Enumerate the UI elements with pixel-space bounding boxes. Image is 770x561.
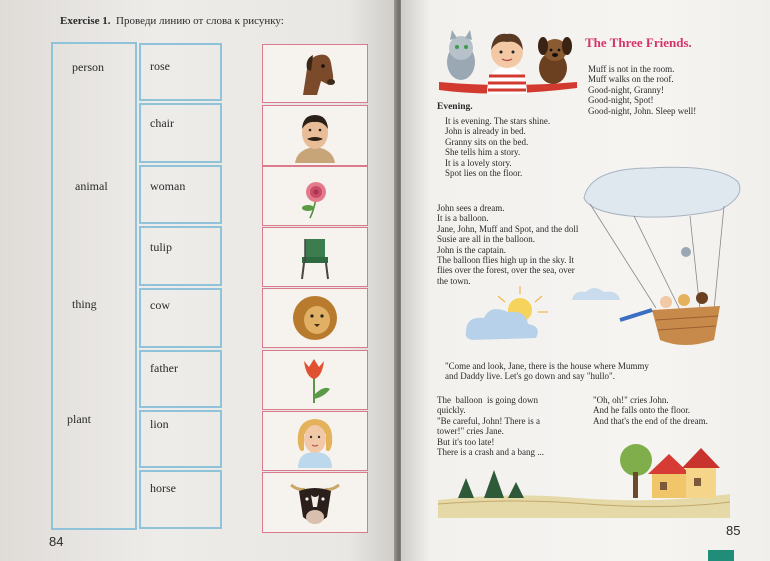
word-box bbox=[139, 226, 222, 286]
lion-icon bbox=[287, 293, 343, 343]
picture-box bbox=[262, 472, 368, 533]
horse-icon bbox=[285, 49, 345, 99]
exercise-label: Exercise 1. bbox=[60, 15, 111, 27]
cow-icon bbox=[285, 477, 345, 529]
word-tulip: tulip bbox=[150, 240, 173, 254]
page-number-right: 85 bbox=[726, 523, 741, 538]
going-down-text: The balloon is going down quickly. "Be careful, John! There is a tower!" cries Jane. But it's too late! There is a crash and a bang ... bbox=[437, 395, 544, 458]
picture-box bbox=[262, 411, 368, 471]
word-box bbox=[139, 470, 222, 529]
come-and-look-text: "Come and look, Jane, there is the house where Mummy and Daddy live. Let's go down and say "hullo". bbox=[445, 361, 649, 382]
word-rose: rose bbox=[150, 59, 170, 73]
end-of-dream-text: "Oh, oh!" cries John. And he falls onto the floor. And that's the end of the dream. bbox=[593, 395, 708, 426]
exercise-instruction: Проведи линию от слова к рисунку: bbox=[116, 15, 284, 27]
teal-ribbon bbox=[708, 550, 734, 561]
evening-text: It is evening. The stars shine. John is already in bed. Granny sits on the bed. She tells him a story. It is a lovely story. Spot lies on the floor. bbox=[445, 116, 551, 179]
word-horse: horse bbox=[150, 481, 176, 495]
word-box bbox=[139, 103, 222, 163]
word-box bbox=[139, 350, 222, 408]
page-number-left: 84 bbox=[49, 534, 64, 549]
small-cloud-illustration bbox=[570, 282, 622, 304]
category-animal: animal bbox=[75, 179, 108, 193]
rose-flower-icon bbox=[290, 172, 340, 220]
three-friends-illustration bbox=[437, 28, 579, 96]
man-with-mustache-icon bbox=[285, 109, 345, 163]
picture-box bbox=[262, 44, 368, 103]
picture-box bbox=[262, 105, 368, 166]
balloon-illustration bbox=[560, 160, 760, 360]
word-cow: cow bbox=[150, 298, 170, 312]
cloud-sun-illustration bbox=[462, 282, 572, 344]
landscape-illustration bbox=[438, 438, 730, 518]
word-father: father bbox=[150, 361, 178, 375]
intro-text: Muff is not in the room. Muff walks on the roof. Good-night, Granny! Good-night, Spot! Good-night, John. Sleep well! bbox=[588, 64, 697, 116]
category-plant: plant bbox=[67, 412, 91, 426]
picture-box bbox=[262, 350, 368, 410]
story-title: The Three Friends. bbox=[585, 35, 692, 50]
chair-icon bbox=[295, 233, 335, 281]
woman-icon bbox=[288, 414, 342, 468]
word-chair: chair bbox=[150, 116, 174, 130]
word-box bbox=[139, 165, 222, 224]
picture-box bbox=[262, 227, 368, 287]
tulip-flower-icon bbox=[290, 355, 340, 405]
picture-box bbox=[262, 166, 368, 226]
category-thing: thing bbox=[72, 297, 97, 311]
word-woman: woman bbox=[150, 179, 186, 193]
category-box bbox=[51, 42, 137, 530]
dream-text: John sees a dream. It is a balloon. Jane, John, Muff and Spot, and the doll Susie are all in the balloon. John is the captain. The balloon flies high up in the sky. It flies over the forest, over the sea, over the town. bbox=[437, 203, 579, 286]
word-box bbox=[139, 288, 222, 348]
picture-box bbox=[262, 288, 368, 348]
section-heading-evening: Evening. bbox=[437, 102, 473, 112]
category-person: person bbox=[72, 60, 104, 74]
exercise-heading bbox=[60, 15, 284, 27]
word-lion: lion bbox=[150, 417, 169, 431]
